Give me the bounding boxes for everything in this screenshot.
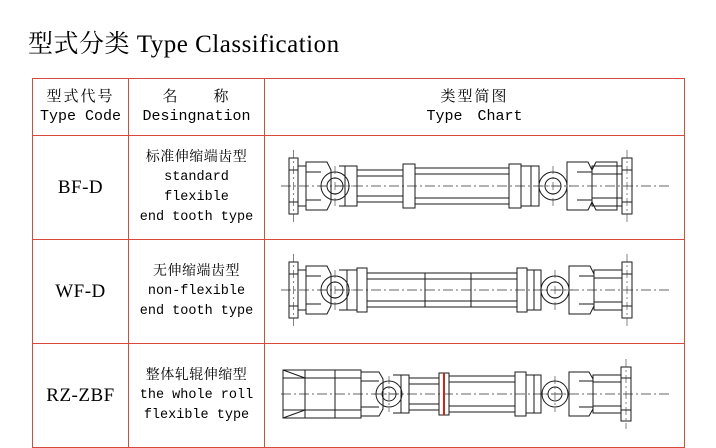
row-code: RZ-ZBF (33, 344, 129, 448)
row-designation-en-line1: standard flexible (164, 169, 229, 205)
header-designation-cn: 名 称 (162, 88, 231, 105)
driveshaft-non-flexible-diagram (265, 244, 684, 340)
header-type-chart (265, 79, 685, 136)
row-designation-cn: 整体轧辊伸缩型 (145, 367, 248, 383)
header-designation-en: Desingnation (142, 108, 251, 125)
table-row (33, 240, 685, 344)
driveshaft-whole-roll-flexible-diagram (265, 348, 684, 444)
page-title: 型式分类 Type Classification (28, 31, 340, 58)
type-classification-table (32, 78, 685, 448)
row-designation-en-line1: the whole roll (139, 387, 254, 403)
row-designation (129, 344, 265, 448)
header-type-chart-cn: 类型简图 (440, 88, 509, 105)
row-designation-en-line2: end tooth type (139, 304, 254, 319)
header-type-code-en: Type Code (39, 108, 121, 125)
header-type-code (33, 79, 129, 136)
table-header (33, 79, 685, 136)
row-chart-non-flexible (265, 240, 685, 344)
table-row (33, 344, 685, 448)
row-designation (129, 136, 265, 240)
row-designation-en-line1: non-flexible (147, 283, 246, 299)
table-body (33, 136, 685, 448)
driveshaft-standard-flexible-diagram (265, 140, 684, 236)
table-row (33, 136, 685, 240)
header-type-chart-en: Type Chart (426, 108, 523, 125)
table-header-row (33, 79, 685, 136)
row-designation (129, 240, 265, 344)
header-type-code-cn: 型式代号 (46, 88, 115, 105)
row-designation-en-line2: flexible type (143, 408, 250, 423)
row-designation-en-line2: end tooth type (139, 210, 254, 226)
row-chart-standard-flexible (265, 136, 685, 240)
row-designation-cn: 标准伸缩端齿型 (145, 149, 248, 165)
row-chart-whole-roll-flexible (265, 344, 685, 448)
header-designation (129, 79, 265, 136)
row-code: WF-D (33, 240, 129, 344)
row-code: BF-D (33, 136, 129, 240)
row-designation-cn: 无伸缩端齿型 (153, 263, 240, 279)
